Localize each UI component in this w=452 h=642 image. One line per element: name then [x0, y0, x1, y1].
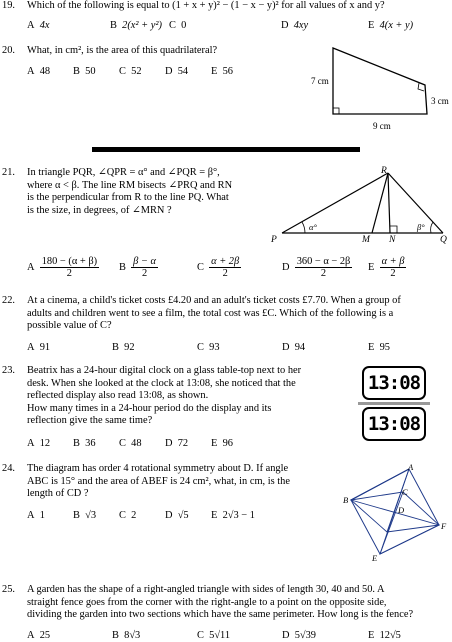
question-text: A garden has the shape of a right-angled triangle with sides of length 30, 40 and 50. A straight fence goes from the corner with the right-angle to a point on the opposite side, dividing the garden into two sections which have the same perimeter. How long is the fence?	[27, 584, 414, 621]
question-text: Which of the following is equal to (1 + x + y)² − (1 − x − y)² for all values of x and y?	[27, 0, 385, 11]
rotational-symmetry-diagram	[340, 460, 452, 568]
question-number: 20.	[2, 45, 15, 56]
option-e[interactable]: E 56	[211, 66, 233, 77]
quadrilateral-diagram	[300, 42, 452, 132]
side-label-bottom: 9 cm	[373, 121, 391, 131]
question-number: 22.	[2, 295, 15, 306]
point-label-m: M	[362, 235, 370, 245]
angle-label-beta: β°	[417, 222, 425, 232]
vertex-label-f: F	[441, 521, 447, 531]
option-b[interactable]: B 2(x² + y²)	[110, 20, 162, 31]
point-label-n: N	[389, 235, 396, 245]
question-number: 25.	[2, 584, 15, 595]
option-c[interactable]: C 5√11	[197, 630, 231, 641]
option-b[interactable]: B 36	[73, 438, 96, 449]
option-d[interactable]: D 4xy	[281, 20, 309, 31]
question-number: 21.	[2, 167, 15, 178]
question-text: In triangle PQR, ∠QPR = α° and ∠PQR = β°, where α < β. The line RM bisects ∠PRQ and RN is the perpendicular from R to the line PQ. What is the size, in degrees, of ∠MRN ?	[27, 167, 233, 216]
option-c[interactable]: C 48	[119, 438, 142, 449]
option-a[interactable]: A 4x	[27, 20, 50, 31]
option-d[interactable]: D 54	[165, 66, 189, 77]
option-c[interactable]: C 52	[119, 66, 142, 77]
option-b[interactable]: B 92	[112, 342, 135, 353]
option-a[interactable]: A 91	[27, 342, 51, 353]
question-text: At a cinema, a child's ticket costs £4.20 and an adult's ticket costs £7.70. When a group of adults and children went to see a film, the total cost was £C. Which of the following is a possible value of C?	[27, 295, 401, 332]
option-d[interactable]: D √5	[165, 510, 189, 521]
question-number: 23.	[2, 365, 15, 376]
option-c[interactable]: C $\frac{\alpha + 2\beta}{2}$	[197, 256, 240, 279]
option-d[interactable]: D 5√39	[282, 630, 317, 641]
option-b[interactable]: B √3	[73, 510, 97, 521]
option-c[interactable]: C 93	[197, 342, 220, 353]
option-e[interactable]: E 2√3 − 1	[211, 510, 255, 521]
vertex-label-d: D	[398, 505, 405, 515]
option-e[interactable]: E 96	[211, 438, 233, 449]
option-a[interactable]: A 25	[27, 630, 51, 641]
option-a[interactable]: A 1	[27, 510, 45, 521]
option-e[interactable]: E $\frac{\alpha + \beta}{2}$	[368, 256, 405, 279]
vertex-label-q: Q	[440, 235, 447, 245]
digital-clock-display: 13:08	[362, 366, 426, 400]
side-label-left: 7 cm	[311, 76, 329, 86]
option-b[interactable]: B 8√3	[112, 630, 141, 641]
option-a[interactable]: A $\frac{180 - (\alpha + \beta)}{2}$	[27, 256, 98, 279]
option-d[interactable]: D 94	[282, 342, 306, 353]
angle-label-alpha: α°	[309, 222, 317, 232]
question-text: Beatrix has a 24-hour digital clock on a glass table-top next to her desk. When she looked at the clock at 13:08, she noticed that the reflected display also read 13:08, as shown. How many times in a 24-hour period do the display and its reflection give the same time?	[27, 365, 302, 427]
option-c[interactable]: C 2	[119, 510, 137, 521]
glass-table-top	[358, 402, 430, 405]
vertex-label-r: R	[381, 166, 387, 176]
question-text: The diagram has order 4 rotational symmetry about D. If angle ABC is 15° and the area of ABEF is 24 cm², what, in cm, is the length of CD ?	[27, 463, 290, 500]
option-c[interactable]: C 0	[169, 20, 187, 31]
reflected-clock-display: 13:08	[362, 407, 426, 441]
option-e[interactable]: E 4(x + y)	[368, 20, 414, 31]
option-b[interactable]: B $\frac{\beta - \alpha}{2}$	[119, 256, 156, 279]
vertex-label-e: E	[372, 553, 378, 563]
option-b[interactable]: B 50	[73, 66, 96, 77]
option-a[interactable]: A 48	[27, 66, 51, 77]
option-d[interactable]: D 72	[165, 438, 189, 449]
option-a[interactable]: A 12	[27, 438, 51, 449]
option-e[interactable]: E 95	[368, 342, 390, 353]
option-d[interactable]: D $\frac{360 - \alpha - 2\beta}{2}$	[282, 256, 351, 279]
question-text: What, in cm², is the area of this quadrilateral?	[27, 45, 218, 56]
side-label-right: 3 cm	[431, 96, 449, 106]
question-number: 24.	[2, 463, 15, 474]
question-number: 19.	[2, 0, 15, 11]
vertex-label-a: A	[408, 462, 414, 472]
vertex-label-p: P	[271, 235, 277, 245]
section-divider	[92, 147, 360, 152]
vertex-label-c: C	[402, 487, 408, 497]
option-e[interactable]: E 12√5	[368, 630, 401, 641]
vertex-label-b: B	[343, 495, 349, 505]
